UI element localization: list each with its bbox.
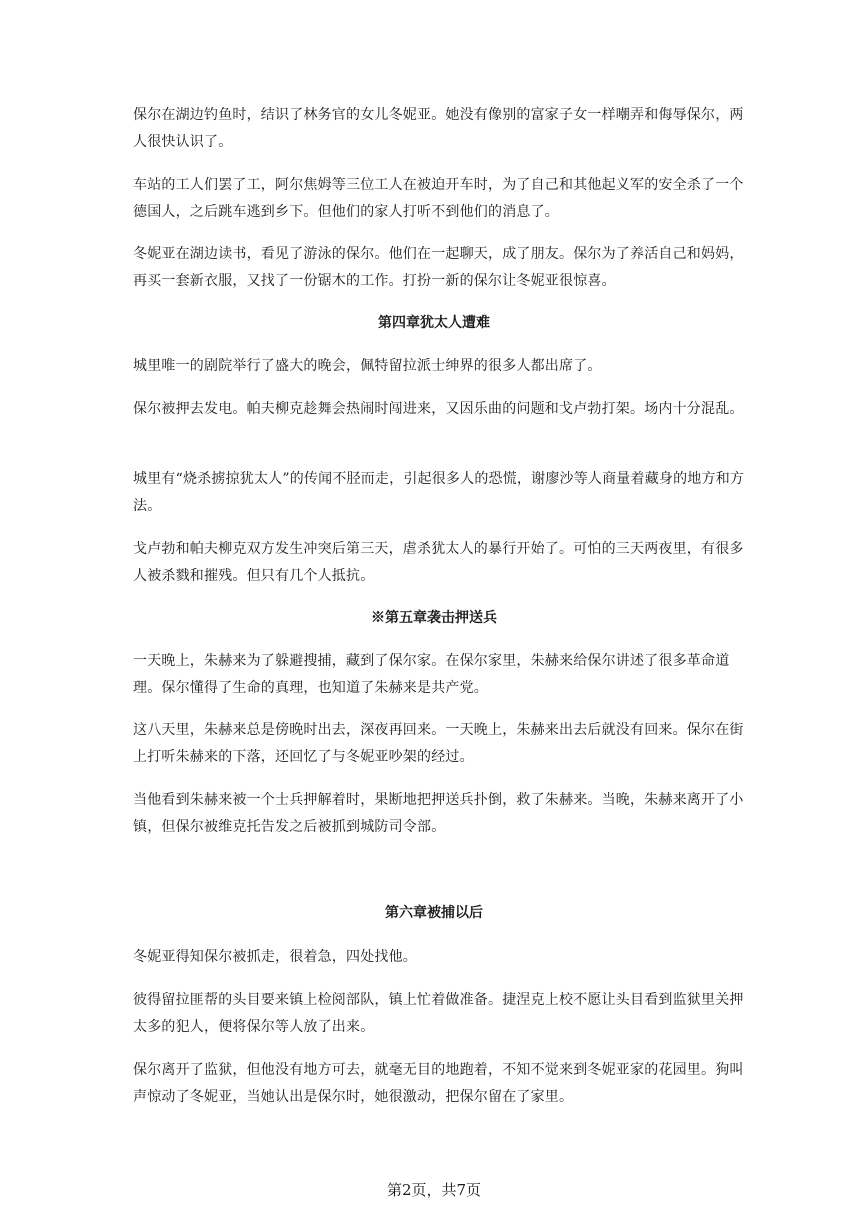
paragraph: 当他看到朱赫来被一个士兵押解着时，果断地把押送兵扑倒，救了朱赫来。当晚，朱赫来离开了小镇，但保尔被维克托告发之后被抓到城防司令部。 bbox=[133, 792, 744, 835]
paragraph: 一天晚上，朱赫来为了躲避搜捕，藏到了保尔家。在保尔家里，朱赫来给保尔讲述了很多革命道理。保尔懂得了生命的真理，也知道了朱赫来是共产党。 bbox=[133, 653, 730, 696]
paragraph: 城里有“烧杀掳掠犹太人”的传闻不胫而走，引起很多人的恐慌，谢廖沙等人商量着藏身的地方和方法。 bbox=[133, 471, 745, 514]
paragraph: 冬妮亚得知保尔被抓走，很着急，四处找他。 bbox=[133, 949, 417, 965]
page-number: 第2页，共7页 bbox=[386, 1181, 482, 1199]
paragraph: 这八天里，朱赫来总是傍晚时出去，深夜再回来。一天晚上，朱赫来出去后就没有回来。保尔在街上打听朱赫来的下落，还回忆了与冬妮亚吵架的经过。 bbox=[133, 722, 744, 765]
paragraph: 城里唯一的剧院举行了盛大的晚会，佩特留拉派士绅界的很多人都出席了。 bbox=[133, 358, 602, 374]
paragraph: 戈卢勃和帕夫柳克双方发生冲突后第三天，虐杀犹太人的暴行开始了。可怕的三天两夜里，有很多人被杀戮和摧残。但只有几个人抵抗。 bbox=[133, 541, 744, 584]
paragraph: 冬妮亚在湖边读书，看见了游泳的保尔。他们在一起聊天，成了朋友。保尔为了养活自己和妈妈，再买一套新衣服，又找了一份锯木的工作。打扮一新的保尔让冬妮亚很惊喜。 bbox=[133, 246, 744, 289]
paragraph: 保尔在湖边钓鱼时，结识了林务官的女儿冬妮亚。她没有像别的富家子女一样嘲弄和侮辱保尔，两人很快认识了。 bbox=[133, 107, 744, 150]
paragraph: 彼得留拉匪帮的头目要来镇上检阅部队，镇上忙着做准备。捷涅克上校不愿让头目看到监狱里关押太多的犯人，便将保尔等人放了出来。 bbox=[133, 992, 744, 1035]
chapter-heading: ※第五章袭击押送兵 bbox=[371, 610, 497, 626]
paragraph: 保尔离开了监狱，但他没有地方可去，就毫无目的地跑着，不知不觉来到冬妮亚家的花园里。狗叫声惊动了冬妮亚，当她认出是保尔时，她很激动，把保尔留在了家里。 bbox=[133, 1062, 744, 1105]
paragraph: 车站的工人们罢了工，阿尔焦姆等三位工人在被迫开车时，为了自己和其他起义军的安全杀了一个德国人，之后跳车逃到乡下。但他们的家人打听不到他们的消息了。 bbox=[133, 177, 744, 220]
chapter-heading: 第四章犹太人遭难 bbox=[378, 315, 490, 331]
paragraph: 保尔被押去发电。帕夫柳克趁舞会热闹时闯进来，又因乐曲的问题和戈卢勃打架。场内十分混乱。 bbox=[133, 401, 744, 417]
chapter-heading: 第六章被捕以后 bbox=[385, 905, 483, 921]
